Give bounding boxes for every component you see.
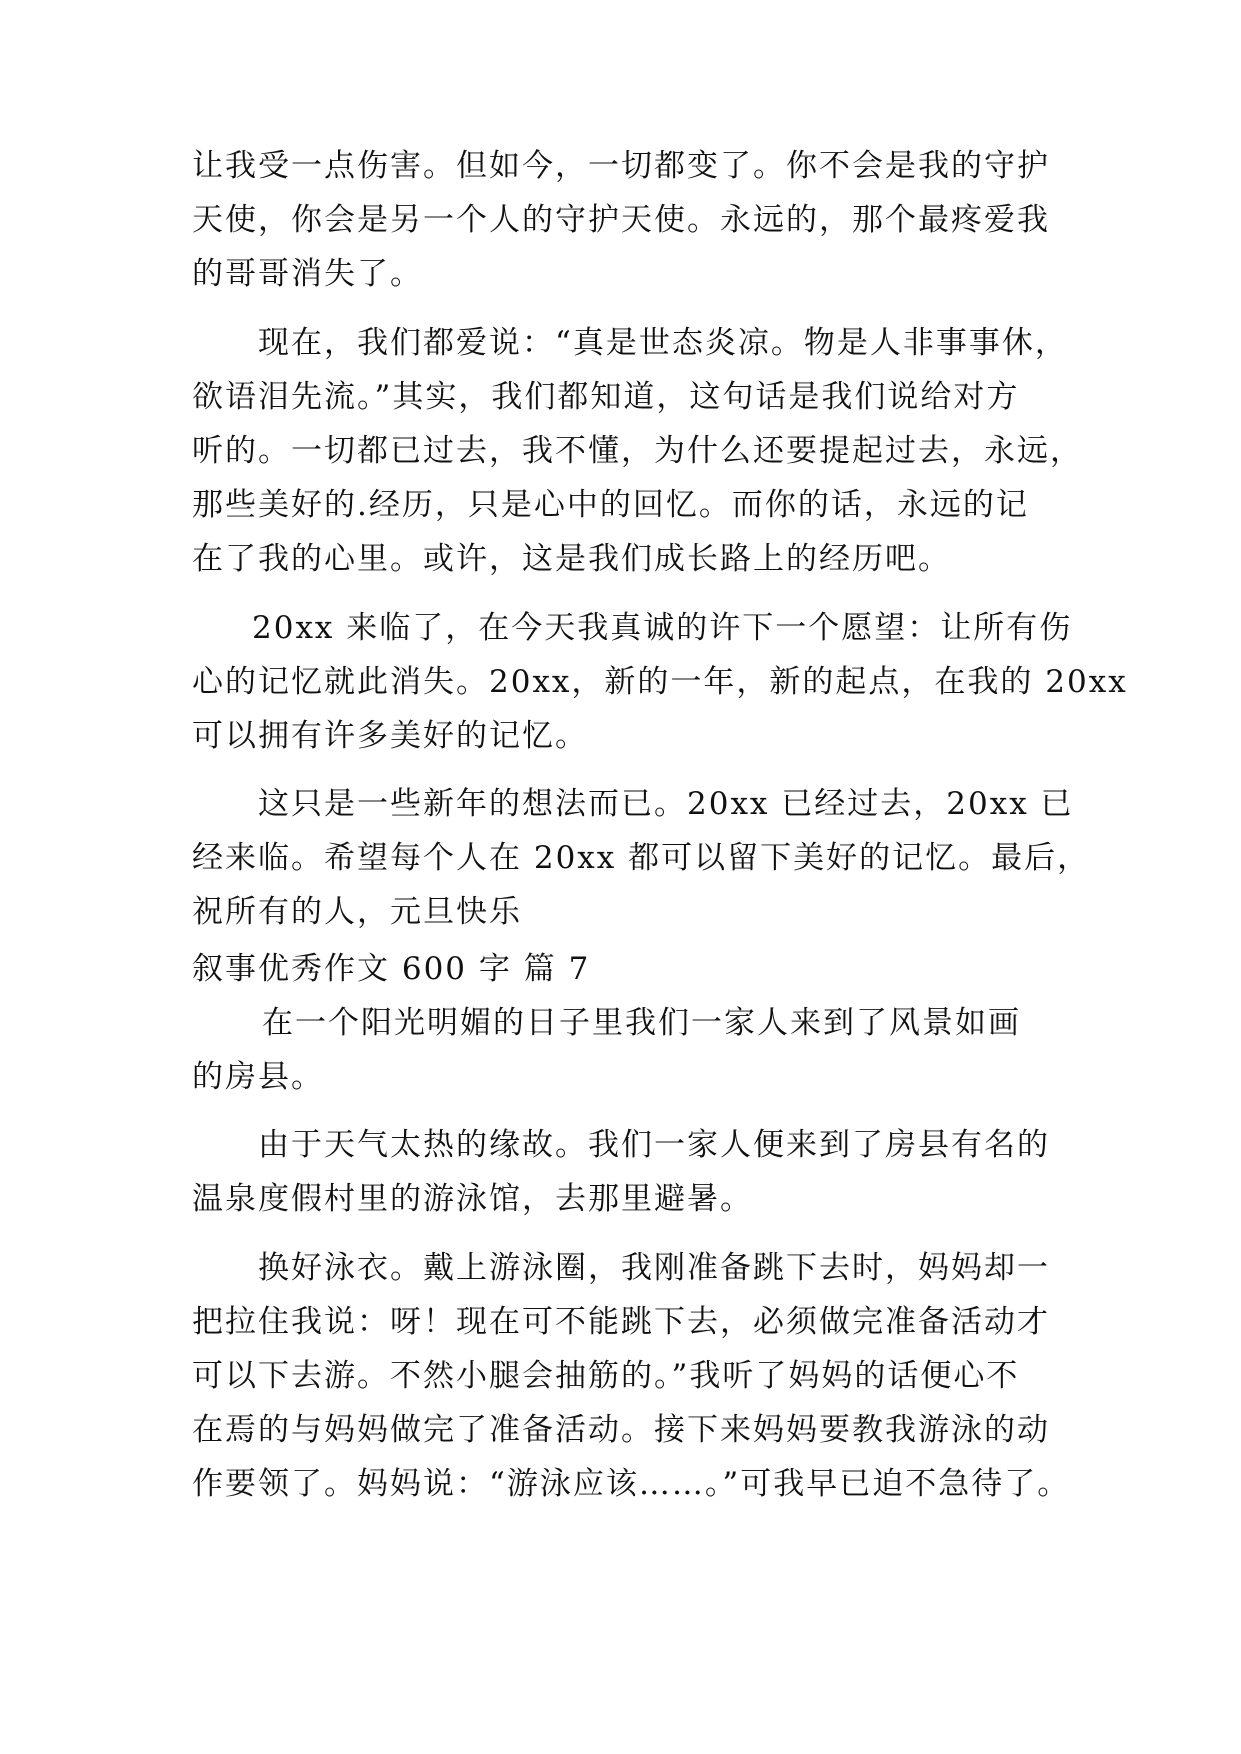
text-line: 祝所有的人，元旦快乐: [192, 894, 522, 931]
document-body: [192, 139, 1128, 1512]
text-line: 作要领了。妈妈说：“游泳应该……。”可我早已迫不急待了。: [192, 1466, 1071, 1503]
text-line: 温泉度假村里的游泳馆，去那里避暑。: [192, 1181, 753, 1218]
text-line: 可以下去游。不然小腿会抽筋的。”我听了妈妈的话便心不: [192, 1357, 1020, 1394]
text-line: 在了我的心里。或许，这是我们成长路上的经历吧。: [192, 541, 951, 578]
text-line: 经来临。希望每个人在 20xx 都可以留下美好的记忆。最后，: [192, 840, 1091, 877]
text-line: 在焉的与妈妈做完了准备活动。接下来妈妈要教我游泳的动: [192, 1412, 1050, 1449]
text-line: 欲语泪先流。”其实，我们都知道，这句话是我们说给对方: [192, 378, 1020, 415]
paragraph-start-line: 由于天气太热的缘故。我们一家人便来到了房县有名的: [258, 1127, 1050, 1164]
text-line: 的房县。: [192, 1059, 324, 1095]
paragraph-start-line: 20xx 来临了，在今天我真诚的许下一个愿望：让所有伤: [252, 609, 1073, 646]
paragraph-start-line: 现在，我们都爱说：“真是世态炎凉。物是人非事事休，: [258, 324, 1068, 361]
paragraph-start-line: 换好泳衣。戴上游泳圈，我刚准备跳下去时，妈妈却一: [258, 1249, 1050, 1286]
text-line: 天使，你会是另一个人的守护天使。永远的，那个最疼爱我: [192, 202, 1050, 239]
text-line: 把拉住我说：呀！现在可不能跳下去，必须做完准备活动才: [192, 1303, 1050, 1340]
text-line: 听的。一切都已过去，我不懂，为什么还要提起过去，永远，: [192, 432, 1083, 469]
section-heading: 叙事优秀作文 600 字 篇 7: [192, 950, 591, 987]
text-line: 心的记忆就此消失。20xx，新的一年，新的起点，在我的 20xx: [192, 663, 1128, 700]
text-line: 那些美好的.经历，只是心中的回忆。而你的话，永远的记: [192, 487, 1029, 524]
text-line: 的哥哥消失了。: [192, 256, 423, 293]
text-line: 让我受一点伤害。但如今，一切都变了。你不会是我的守护: [192, 148, 1050, 184]
text-line: 可以拥有许多美好的记忆。: [192, 717, 588, 754]
paragraph-start-line: 这只是一些新年的想法而已。20xx 已经过去，20xx 已: [258, 786, 1074, 823]
paragraph-start-line: 在一个阳光明媚的日子里我们一家人来到了风景如画: [262, 1004, 1021, 1041]
